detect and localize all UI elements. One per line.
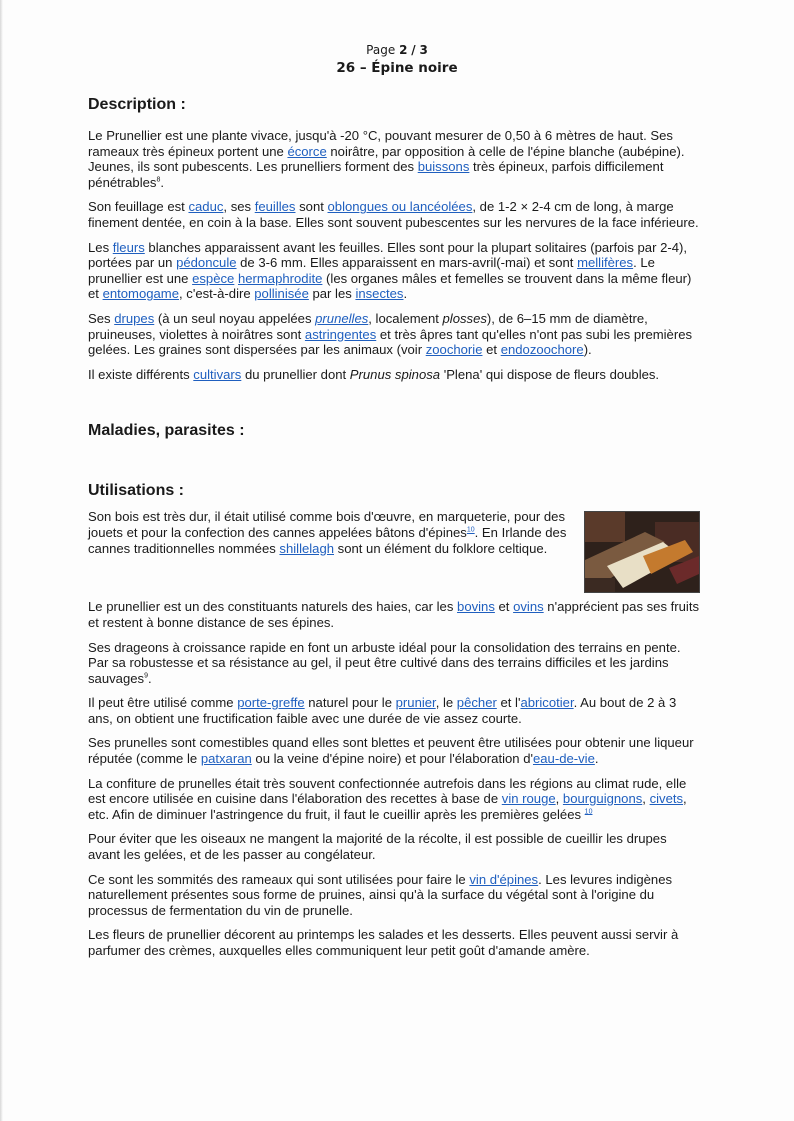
text-run: Le prunellier est un des constituants naturels des haies, car les [88,599,458,615]
inline-link[interactable]: shillelagh [279,540,335,556]
text-run: , le [435,695,457,711]
inline-link[interactable]: entomogame [102,286,179,302]
inline-link[interactable]: civets [649,791,684,807]
text-run: ou la veine d'épine noire) et pour l'élaboration d' [251,751,533,767]
inline-link[interactable]: hermaphrodite [237,270,323,286]
text-run: (à un seul noyau appelées [154,310,316,326]
text-run: , localement [368,310,443,326]
text-run: Il peut être utilisé comme [88,695,238,711]
text-run: Son feuillage est [88,199,189,215]
text-run: et [494,599,514,615]
page-number: Page 2 / 3 [366,43,428,57]
text-run: Ses [88,310,115,326]
text-run: . En Irlande des cannes traditionnelles nommées [88,524,567,556]
text-run: de 3-6 mm. Elles apparaissent en mars-avril(-mai) et sont [236,255,578,271]
text-run: , [555,791,563,807]
utilisations-paragraph-7 [88,831,700,862]
text-run: . Le prunellier est une [88,255,655,286]
text-run: . Au bout de 2 à 3 ans, on obtient une fructification faible avec une durée de vie assez courte. [88,695,677,726]
inline-link[interactable]: oblongues ou lancéolées [327,199,473,215]
document-title: 26 – Épine noire [336,60,458,76]
inline-link[interactable]: porte-greffe [237,695,305,711]
inline-link[interactable]: buissons [417,159,470,175]
text-run: Son bois est très dur, il était utilisé comme bois d'œuvre, en marqueterie, pour des jouets et pour la confection des cannes appelées bâtons d'épines [88,509,566,540]
inline-link[interactable]: mellifères [577,255,634,271]
text-run: , etc. Afin de diminuer l'astringence du fruit, il faut le cueillir après les premières gelées [88,791,687,822]
inline-link[interactable]: feuilles [254,199,296,215]
text-run: . [147,670,152,686]
text-run: et [482,342,501,358]
inline-link[interactable]: pollinisée [254,286,309,302]
text-run: . [594,751,599,767]
scan-edge-shadow [0,0,3,1121]
inline-link[interactable]: astringentes [304,326,377,342]
inline-link[interactable]: prunelles [315,310,369,326]
text-run: n'apprécient pas ses fruits et restent à bonne distance de ses épines. [88,599,700,630]
italic-text: plosses [442,310,487,326]
text-run: blanches apparaissent avant les feuilles. Elles sont pour la plupart solitaires (parfois par 2-4), portées par un [88,239,688,271]
walking-stick-photo-image [585,512,699,592]
text-run: Pour éviter que les oiseaux ne mangent la majorité de la récolte, il est possible de cueillir les drupes avant les gelées, et de les passer au congélateur. [88,831,667,863]
inline-link[interactable]: zoochorie [425,342,483,358]
utilisations-paragraph-4 [88,695,700,726]
text-run: et l' [496,695,521,711]
document-body [88,95,700,968]
inline-link[interactable]: prunier [395,695,436,711]
utilisations-paragraph-6 [88,776,700,823]
text-run: Le Prunellier est une plante vivace, jusqu'à -20 °C, pouvant mesurer de 0,50 à 6 mètres de haut. Ses rameaux très épineux portent une [88,128,673,159]
footnote-ref: 8 [156,176,161,184]
utilisations-paragraph-5 [88,735,700,766]
text-run: Il existe différents [88,366,194,382]
text-run: Ce sont les sommités des rameaux qui sont utilisées pour faire le [88,871,470,887]
text-run: , c'est-à-dire [179,286,255,302]
utilisations-paragraph-3 [88,640,700,687]
inline-link[interactable]: abricotier [520,695,574,711]
inline-link[interactable]: pêcher [456,695,497,711]
description-paragraph-5 [88,367,700,383]
text-run: par les [308,286,356,302]
inline-link[interactable]: vin d'épines [469,871,539,887]
inline-link[interactable]: patxaran [200,751,252,767]
inline-link[interactable]: espèce [192,270,235,286]
text-run: et très âpres tant qu'elles n'ont pas subi les premières gelées. Les graines sont dispersées par les animaux (voir [88,326,693,358]
inline-link[interactable]: fleurs [112,239,145,255]
inline-link[interactable]: eau-de-vie [532,751,595,767]
inline-link[interactable]: drupes [114,310,155,326]
text-run: sont un élément du folklore celtique. [334,540,548,556]
text-run: . Les levures indigènes naturellement présentes sous forme de pruines, ainsi qu'à la surface du végétal sont à l'origine du processus de fermentation du vin de prunelle. [88,871,673,918]
maladies-heading: Maladies, parasites : [88,422,245,440]
text-run: La confiture de prunelles était très souvent confectionnée autrefois dans les régions au climat rude, elle est encore utilisée en cuisine dans l'élaboration des recettes à base de [88,775,687,807]
text-run: sont [295,199,328,215]
page-header [0,42,794,78]
footnote-ref: 9 [144,672,148,680]
text-run: ), de 6–15 mm de diamètre, pruineuses, violettes à noirâtres sont [88,310,648,342]
text-run: Les fleurs de prunellier décorent au printemps les salades et les desserts. Elles peuvent aussi servir à parfumer des crèmes, auxquelles elles communiquent leur petit goût d'amande amère. [88,927,679,958]
text-run: ). [583,342,592,358]
text-run: , [642,791,650,807]
inline-link[interactable]: cultivars [193,366,242,382]
text-run: du prunellier dont [241,366,350,382]
text-run: . [160,174,164,190]
inline-link[interactable]: caduc [188,199,224,215]
text-run: Ses prunelles sont comestibles quand elles sont blettes et peuvent être utilisées pour obtenir une liqueur réputée (comme le [88,735,694,767]
text-run: Les [88,239,113,255]
inline-link[interactable]: endozoochore [500,342,584,358]
utilisations-heading: Utilisations : [88,482,185,500]
description-paragraph-1 [88,128,700,190]
text-run: , ses [223,199,255,215]
text-run: (les organes mâles et femelles se trouvent dans la même fleur) et [88,270,692,302]
utilisations-paragraph-9 [88,927,700,958]
inline-link[interactable]: écorce [287,143,327,159]
description-heading: Description : [88,96,186,113]
inline-link[interactable]: pédoncule [176,255,237,271]
footnote-link[interactable]: 10 [584,808,593,816]
text-run: , de 1-2 × 2-4 cm de long, à marge finement dentée, en coin à la base. Elles sont souvent pubescentes sur les nervures de la face inférieure. [88,199,699,230]
italic-text: Prunus spinosa [349,366,441,382]
description-paragraph-2 [88,199,700,230]
text-run: noirâtre, par opposition à celle de l'épine blanche (aubépine). Jeunes, ils sont pubescents. Les prunelliers forment des [88,143,685,175]
utilisations-paragraph-8 [88,872,700,919]
text-run: . [403,286,408,302]
inline-link[interactable]: bourguignons [562,791,643,807]
inline-link[interactable]: vin rouge [501,791,556,807]
walking-stick-photo [584,511,700,593]
description-paragraph-3 [88,240,700,302]
text-run: Ses drageons à croissance rapide en font un arbuste idéal pour la consolidation des terrains en pente. Par sa robustesse et sa résistance au gel, il peut être cultivé dans des terrains difficiles et les jardins sauvages [88,639,681,686]
text-run: naturel pour le [304,695,396,711]
description-paragraph-4 [88,311,700,358]
inline-link[interactable]: bovins [457,599,495,615]
footnote-link[interactable]: 10 [466,526,475,534]
utilisations-paragraph-2 [88,599,700,630]
text-run: 'Plena' qui dispose de fleurs doubles. [440,366,660,382]
inline-link[interactable]: insectes [355,286,404,302]
inline-link[interactable]: ovins [513,599,544,615]
text-run: très épineux, parfois difficilement pénétrables [88,159,664,190]
